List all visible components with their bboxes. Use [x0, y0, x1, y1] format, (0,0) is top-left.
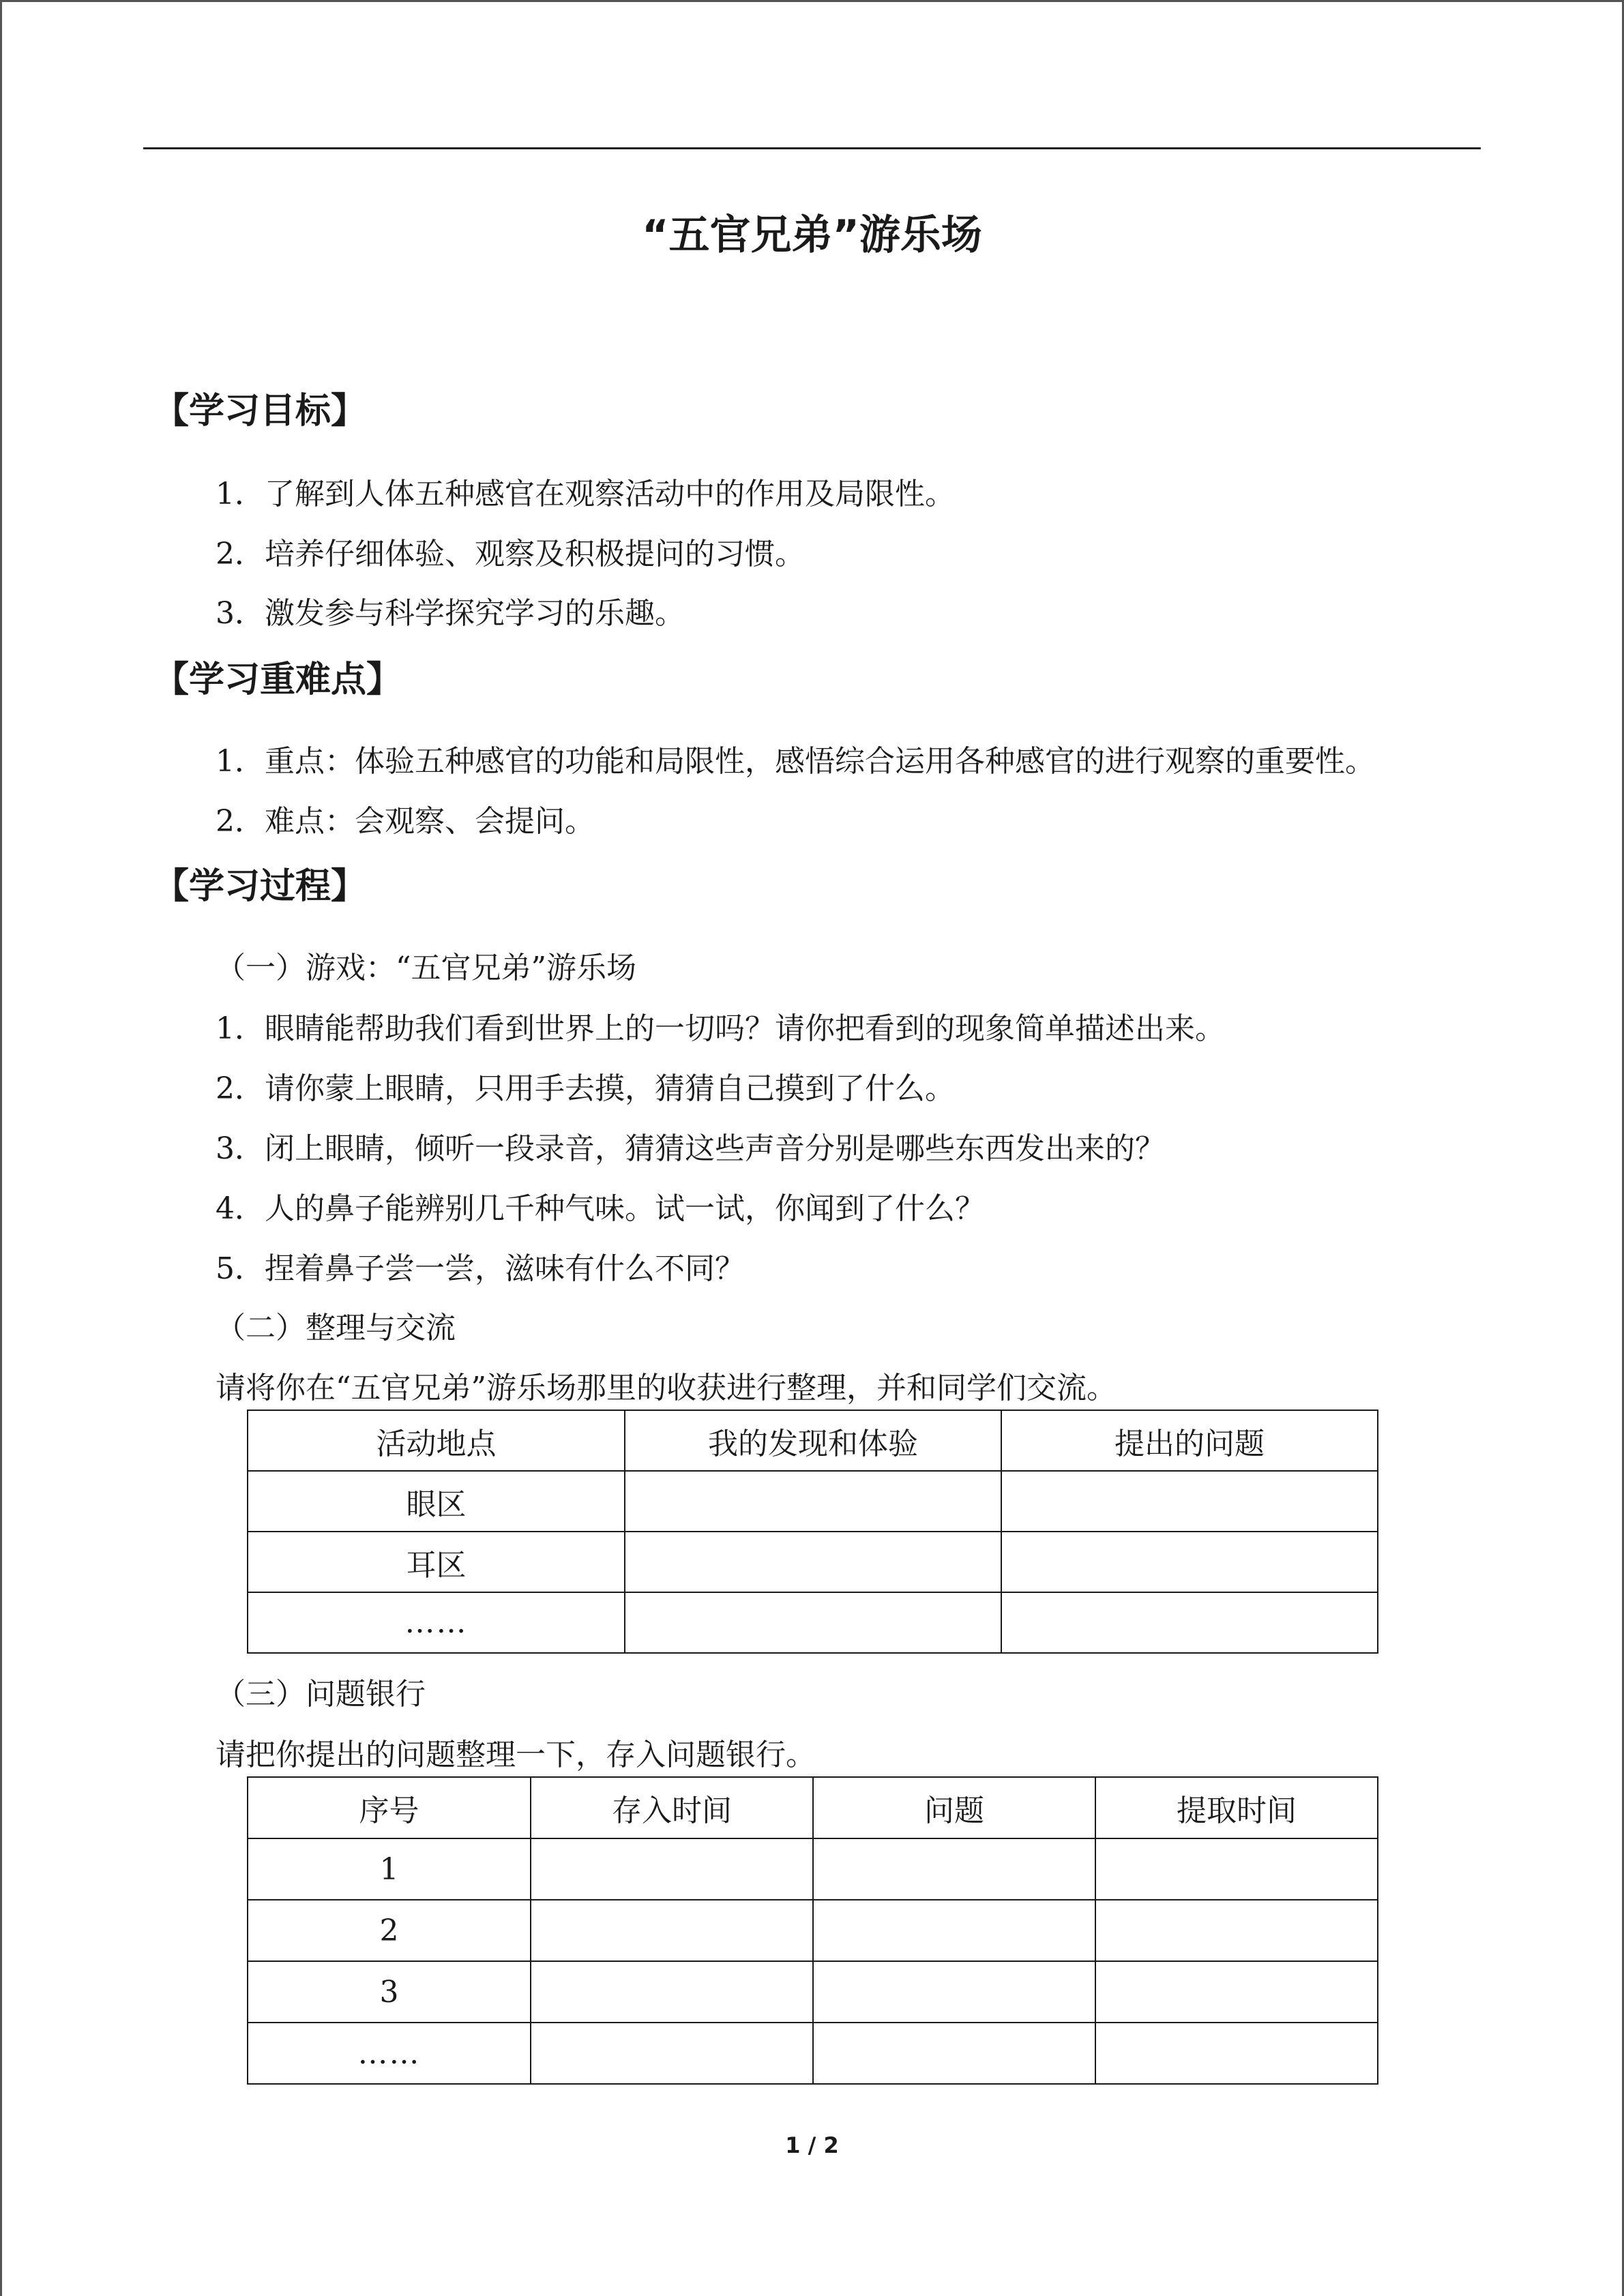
table-cell [813, 1961, 1095, 2023]
table-cell [1001, 1471, 1378, 1532]
part3-title: （三）问题银行 [216, 1677, 426, 1712]
column-header: 存入时间 [531, 1777, 813, 1838]
section-heading-process: 【学习过程】 [153, 866, 367, 907]
table-cell: …… [248, 1592, 625, 1653]
goal-item: 1．了解到人体五种感官在观察活动中的作用及局限性。 [216, 477, 955, 511]
question-bank-table [247, 1776, 1378, 2085]
column-header: 提取时间 [1095, 1777, 1378, 1838]
table-row [248, 1532, 1378, 1592]
table-cell: 眼区 [248, 1471, 625, 1532]
table-cell: 3 [248, 1961, 531, 2023]
table-cell [813, 1838, 1095, 1900]
goal-item: 3．激发参与科学探究学习的乐趣。 [216, 596, 685, 631]
observation-table [247, 1410, 1378, 1654]
table-header-row [248, 1777, 1378, 1838]
part1-item: 3．闭上眼睛，倾听一段录音，猜猜这些声音分别是哪些东西发出来的？ [216, 1131, 1165, 1166]
table-header-row [248, 1410, 1378, 1471]
part1-title: （一）游戏：“五官兄弟”游乐场 [216, 951, 636, 985]
table-cell [1095, 1961, 1378, 2023]
table-row [248, 1592, 1378, 1653]
column-header: 提出的问题 [1001, 1410, 1378, 1471]
table-cell [1001, 1532, 1378, 1592]
table-cell [1095, 1900, 1378, 1961]
table-cell [531, 2023, 813, 2084]
table-row [248, 1961, 1378, 2023]
part1-item: 4．人的鼻子能辨别几千种气味。试一试，你闻到了什么？ [216, 1191, 985, 1226]
page-number: 1 / 2 [785, 2132, 839, 2158]
table-cell [531, 1900, 813, 1961]
section-heading-goals: 【学习目标】 [153, 391, 367, 432]
table-cell [625, 1471, 1001, 1532]
table-cell [813, 2023, 1095, 2084]
table-row [248, 2023, 1378, 2084]
column-header: 序号 [248, 1777, 531, 1838]
key-point-item: 1．重点：体验五种感官的功能和局限性，感悟综合运用各种感官的进行观察的重要性。 [216, 744, 1375, 779]
key-point-item: 2．难点：会观察、会提问。 [216, 804, 595, 839]
part3-instruction: 请把你提出的问题整理一下，存入问题银行。 [216, 1738, 816, 1772]
header-rule [143, 147, 1481, 149]
table-cell [625, 1532, 1001, 1592]
section-heading-key-points: 【学习重难点】 [153, 659, 402, 700]
table-cell [1001, 1592, 1378, 1653]
table-cell [1095, 1838, 1378, 1900]
table-cell [1095, 2023, 1378, 2084]
document-title: “五官兄弟”游乐场 [642, 211, 982, 259]
table-cell: 1 [248, 1838, 531, 1900]
table-cell [531, 1961, 813, 2023]
table-cell [813, 1900, 1095, 1961]
table-cell [531, 1838, 813, 1900]
table-row [248, 1838, 1378, 1900]
column-header: 活动地点 [248, 1410, 625, 1471]
part1-item: 2．请你蒙上眼睛，只用手去摸，猜猜自己摸到了什么。 [216, 1071, 955, 1106]
table-row [248, 1900, 1378, 1961]
table-cell: 2 [248, 1900, 531, 1961]
table-cell: 耳区 [248, 1532, 625, 1592]
column-header: 问题 [813, 1777, 1095, 1838]
part1-item: 5．捏着鼻子尝一尝，滋味有什么不同？ [216, 1251, 745, 1286]
table-row [248, 1471, 1378, 1532]
part2-title: （二）整理与交流 [216, 1311, 456, 1345]
table-cell: …… [248, 2023, 531, 2084]
goal-item: 2．培养仔细体验、观察及积极提问的习惯。 [216, 537, 805, 571]
column-header: 我的发现和体验 [625, 1410, 1001, 1471]
part2-instruction: 请将你在“五官兄弟”游乐场那里的收获进行整理，并和同学们交流。 [216, 1371, 1117, 1405]
table-cell [625, 1592, 1001, 1653]
part1-item: 1．眼睛能帮助我们看到世界上的一切吗？请你把看到的现象简单描述出来。 [216, 1011, 1225, 1046]
